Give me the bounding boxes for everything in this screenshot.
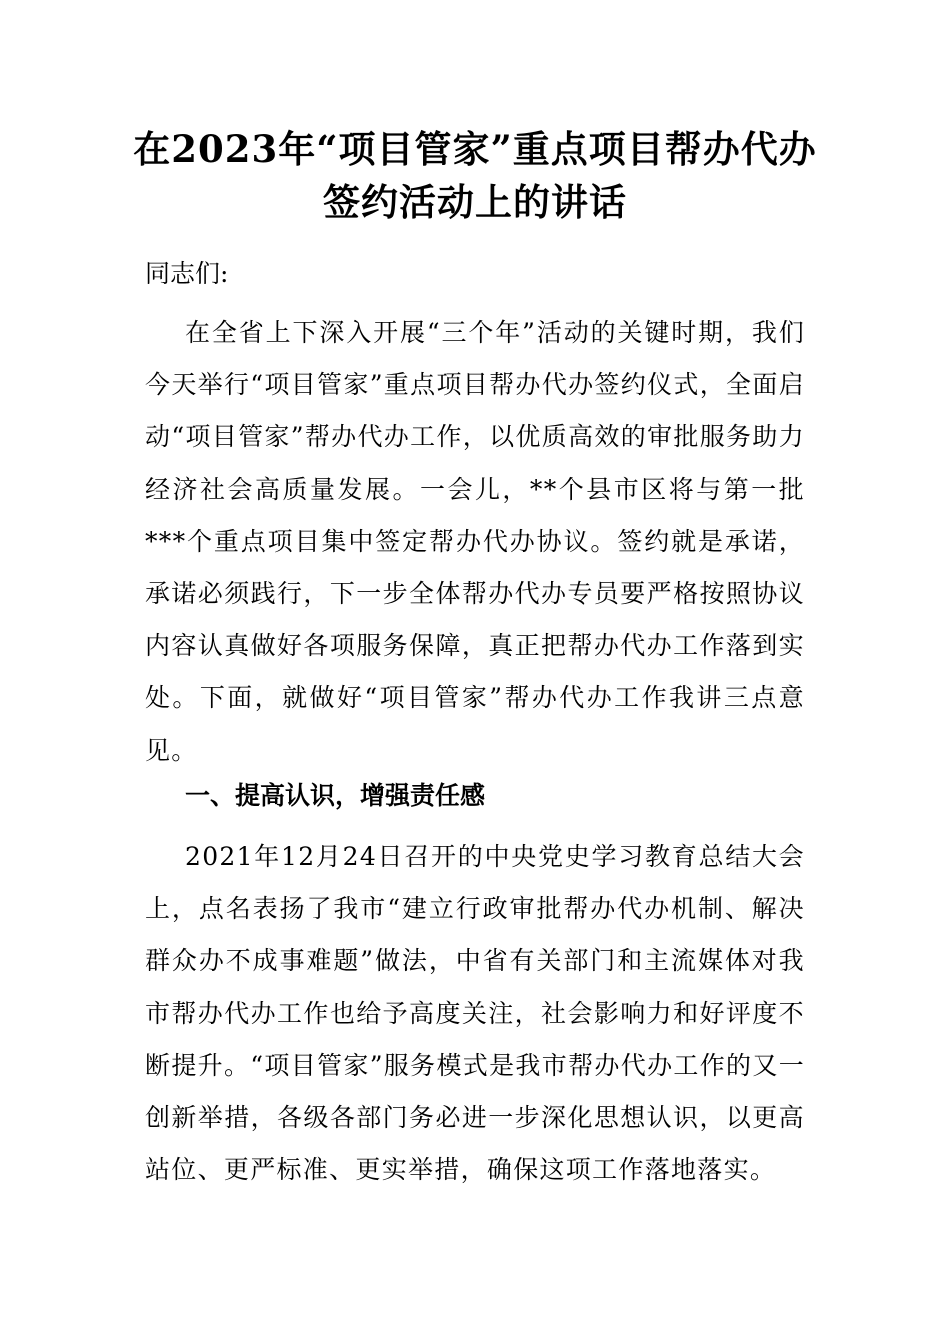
document-title-line-2: 签约活动上的讲话 xyxy=(323,180,627,224)
document-title-line-1: 在2023年“项目管家”重点项目帮办代办 xyxy=(133,127,817,171)
salutation: 同志们: xyxy=(145,259,229,288)
section-heading-1: 一、提高认识，增强责任感 xyxy=(185,781,486,810)
paragraph-intro: 在全省上下深入开展“三个年”活动的关键时期，我们今天举行“项目管家”重点项目帮办代办签约仪式，全面启动“项目管家”帮办代办工作，以优质高效的审批服务助力经济社会高质量发展。一会儿，**个县市区将与第一批***个重点项目集中签定帮办代办协议。签约就是承诺，承诺必须践行，下一步全体帮办代办专员要严格按照协议内容认真做好各项服务保障，真正把帮办代办工作落到实处。下面，就做好“项目管家”帮办代办工作我讲三点意见。 xyxy=(145,318,805,765)
paragraph-section-1: 2021年12月24日召开的中央党史学习教育总结大会上，点名表扬了我市“建立行政审批帮办代办机制、解决群众办不成事难题”做法，中省有关部门和主流媒体对我市帮办代办工作也给予高度关注，社会影响力和好评度不断提升。“项目管家”服务模式是我市帮办代办工作的又一创新举措，各级各部门务必进一步深化思想认识，以更高站位、更严标准、更实举措，确保这项工作落地落实。 xyxy=(145,842,805,1185)
